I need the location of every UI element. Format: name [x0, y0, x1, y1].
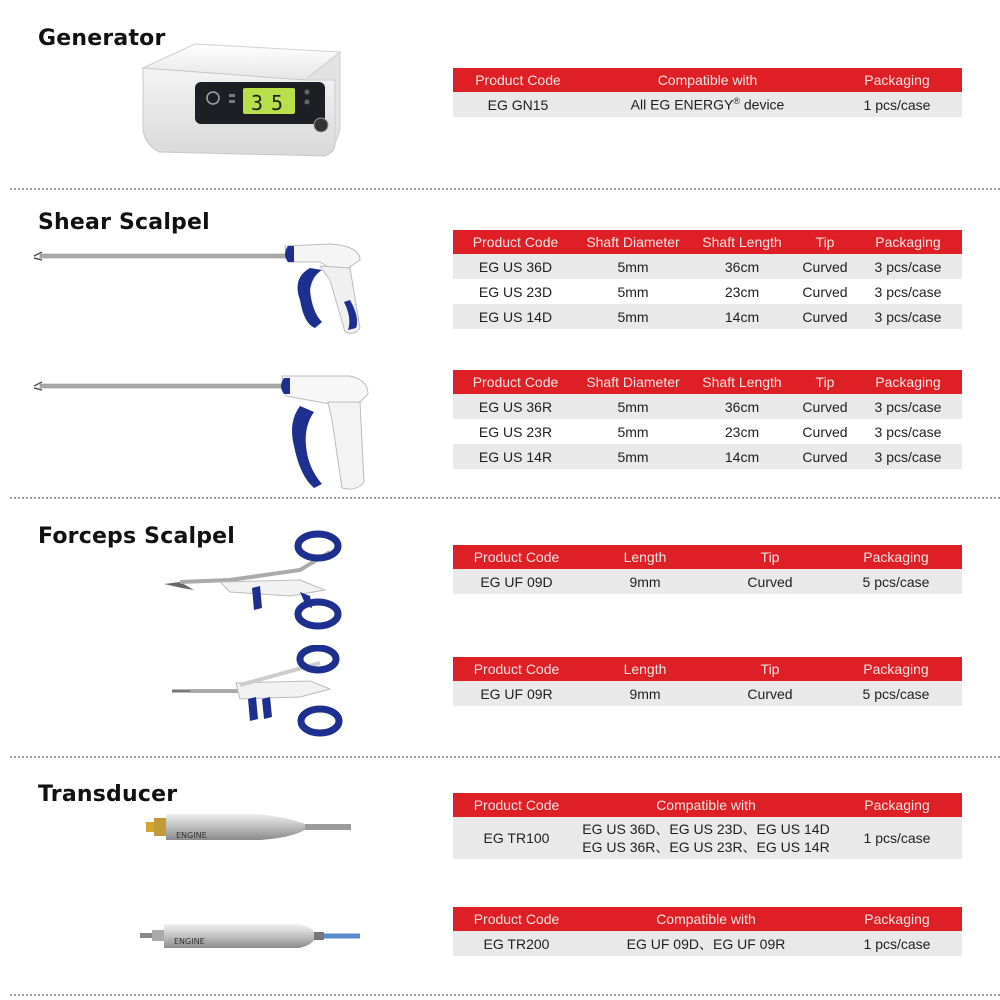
cell-length: 9mm	[580, 681, 710, 706]
cell-shaft-diameter: 5mm	[578, 419, 688, 444]
header-compatible-with: Compatible with	[583, 68, 832, 92]
header-product-code: Product Code	[453, 370, 578, 394]
table-row	[453, 304, 962, 329]
shear-scalpel-r-spec-table	[453, 370, 962, 469]
table-row	[453, 394, 962, 419]
section-divider	[10, 994, 1000, 996]
header-shaft-length: Shaft Length	[688, 230, 796, 254]
header-shaft-diameter: Shaft Diameter	[578, 230, 688, 254]
section-title-forceps-scalpel: Forceps Scalpel	[38, 524, 236, 549]
cell-packaging: 3 pcs/case	[854, 279, 962, 304]
shear-scalpel-36d-image	[30, 238, 370, 338]
table-row	[453, 419, 962, 444]
cell-packaging: 3 pcs/case	[854, 304, 962, 329]
header-compatible-with: Compatible with	[580, 907, 832, 931]
cell-product-code: EG US 36R	[453, 394, 578, 419]
header-length: Length	[580, 657, 710, 681]
cell-shaft-diameter: 5mm	[578, 279, 688, 304]
svg-text:ENGINE: ENGINE	[176, 831, 207, 840]
cell-length: 9mm	[580, 569, 710, 594]
transducer-tr200-spec-table	[453, 907, 962, 956]
cell-shaft-length: 14cm	[688, 444, 796, 469]
header-shaft-length: Shaft Length	[688, 370, 796, 394]
cell-tip: Curved	[796, 444, 854, 469]
header-product-code: Product Code	[453, 68, 583, 92]
header-product-code: Product Code	[453, 907, 580, 931]
cell-tip: Curved	[710, 569, 830, 594]
forceps-scalpel-09d-image	[160, 530, 345, 630]
header-packaging: Packaging	[830, 657, 962, 681]
cell-tip: Curved	[796, 304, 854, 329]
cell-product-code: EG US 14R	[453, 444, 578, 469]
cell-packaging: 3 pcs/case	[854, 419, 962, 444]
generator-device-image	[135, 40, 345, 160]
cell-shaft-length: 23cm	[688, 279, 796, 304]
cell-packaging: 5 pcs/case	[830, 569, 962, 594]
table-row	[453, 444, 962, 469]
section-title-shear-scalpel: Shear Scalpel	[38, 210, 210, 235]
header-packaging: Packaging	[854, 230, 962, 254]
cell-shaft-length: 23cm	[688, 419, 796, 444]
cell-tip: Curved	[796, 254, 854, 279]
cell-packaging: 3 pcs/case	[854, 394, 962, 419]
forceps-scalpel-r-spec-table	[453, 657, 962, 706]
cell-compatible-with: EG US 36D、EG US 23D、EG US 14D EG US 36R、EG US 23R、EG US 14R	[580, 817, 832, 859]
cell-shaft-diameter: 5mm	[578, 304, 688, 329]
transducer-tr200-image	[138, 920, 363, 952]
cell-tip: Curved	[710, 681, 830, 706]
header-packaging: Packaging	[830, 545, 962, 569]
header-tip: Tip	[796, 370, 854, 394]
cell-tip: Curved	[796, 279, 854, 304]
cell-tip: Curved	[796, 394, 854, 419]
header-product-code: Product Code	[453, 545, 580, 569]
generator-spec-table	[453, 68, 962, 117]
cell-tip: Curved	[796, 419, 854, 444]
cell-packaging: 1 pcs/case	[832, 92, 962, 117]
cell-shaft-diameter: 5mm	[578, 394, 688, 419]
cell-product-code: EG TR100	[453, 817, 580, 859]
cell-shaft-length: 14cm	[688, 304, 796, 329]
table-row	[453, 92, 962, 117]
section-title-generator: Generator	[38, 26, 166, 51]
table-row	[453, 569, 962, 594]
header-shaft-diameter: Shaft Diameter	[578, 370, 688, 394]
section-title-transducer: Transducer	[38, 782, 178, 807]
cell-packaging: 5 pcs/case	[830, 681, 962, 706]
header-tip: Tip	[710, 545, 830, 569]
cell-product-code: EG US 36D	[453, 254, 578, 279]
forceps-scalpel-09r-image	[170, 645, 345, 737]
cell-packaging: 3 pcs/case	[854, 254, 962, 279]
forceps-scalpel-d-spec-table	[453, 545, 962, 594]
cell-packaging: 1 pcs/case	[832, 931, 962, 956]
header-packaging: Packaging	[832, 907, 962, 931]
header-packaging: Packaging	[832, 793, 962, 817]
generator-display-digit-2: 5	[271, 91, 284, 115]
header-length: Length	[580, 545, 710, 569]
header-product-code: Product Code	[453, 793, 580, 817]
cell-shaft-diameter: 5mm	[578, 254, 688, 279]
table-row	[453, 817, 962, 859]
table-row	[453, 931, 962, 956]
cell-packaging: 3 pcs/case	[854, 444, 962, 469]
cell-product-code: EG US 14D	[453, 304, 578, 329]
shear-scalpel-d-spec-table	[453, 230, 962, 329]
section-divider	[10, 497, 1000, 499]
cell-shaft-length: 36cm	[688, 394, 796, 419]
cell-product-code: EG US 23D	[453, 279, 578, 304]
cell-product-code: EG UF 09D	[453, 569, 580, 594]
cell-compatible-with: All EG ENERGY® device	[583, 92, 832, 117]
cell-shaft-length: 36cm	[688, 254, 796, 279]
transducer-tr100-spec-table	[453, 793, 962, 859]
header-product-code: Product Code	[453, 230, 578, 254]
section-divider	[10, 188, 1000, 190]
shear-scalpel-36r-image	[30, 372, 375, 494]
table-row	[453, 681, 962, 706]
cell-compatible-with: EG UF 09D、EG UF 09R	[580, 931, 832, 956]
cell-product-code: EG UF 09R	[453, 681, 580, 706]
transducer-tr100-image	[140, 808, 355, 848]
table-row	[453, 279, 962, 304]
cell-product-code: EG US 23R	[453, 419, 578, 444]
cell-product-code: EG GN15	[453, 92, 583, 117]
cell-product-code: EG TR200	[453, 931, 580, 956]
header-packaging: Packaging	[854, 370, 962, 394]
header-tip: Tip	[796, 230, 854, 254]
header-compatible-with: Compatible with	[580, 793, 832, 817]
cell-packaging: 1 pcs/case	[832, 817, 962, 859]
table-row	[453, 254, 962, 279]
cell-shaft-diameter: 5mm	[578, 444, 688, 469]
header-packaging: Packaging	[832, 68, 962, 92]
header-product-code: Product Code	[453, 657, 580, 681]
svg-text:ENGINE: ENGINE	[174, 937, 205, 946]
generator-display-digit-1: 3	[251, 91, 264, 115]
section-divider	[10, 756, 1000, 758]
header-tip: Tip	[710, 657, 830, 681]
